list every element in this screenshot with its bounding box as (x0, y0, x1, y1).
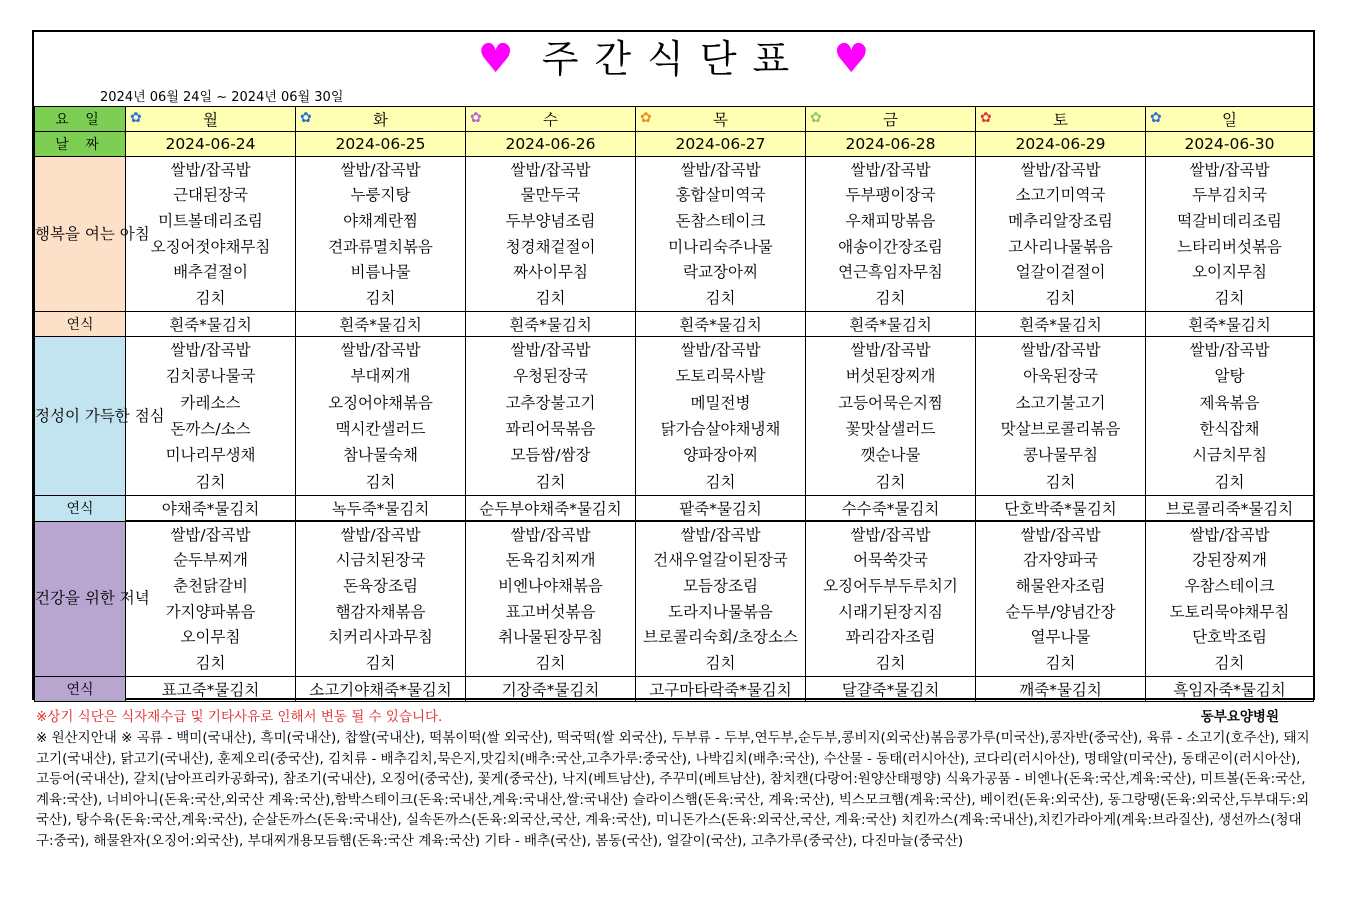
dinner_snack-item: 흑임자죽*물김치 (1146, 677, 1314, 702)
dinner_snack-item: 고구마타락죽*물김치 (636, 677, 806, 702)
heart-icon: ♥ (833, 36, 870, 82)
menu-item: 돈참스테이크 (675, 212, 766, 231)
menu-item: 쌀밥/잡곡밥 (1189, 525, 1270, 544)
menu-item: 부대찌개 (350, 367, 411, 386)
menu-item: 미트볼데리조림 (158, 212, 263, 231)
flower-icon: ✿ (810, 110, 822, 126)
weekday-name: 토 (1053, 111, 1068, 129)
date-cell: 2024-06-24 (126, 132, 296, 157)
menu-item: 오징어야채볶음 (328, 393, 433, 412)
morning_snack-item: 흰죽*물김치 (296, 312, 466, 337)
menu-item: 청경채겉절이 (505, 237, 596, 256)
lunch_snack-item: 브로콜리죽*물김치 (1146, 496, 1314, 522)
menu-item: 김치 (1045, 289, 1076, 308)
menu-item: 김치 (1214, 289, 1245, 308)
dinner-menu-cell (126, 521, 296, 677)
menu-item: 시금치무침 (1192, 446, 1267, 465)
menu-item: 닭가슴살야채냉채 (660, 420, 781, 439)
menu-item: 치커리사과무침 (328, 628, 433, 647)
menu-item: 고추장불고기 (505, 393, 596, 412)
menu-item: 김치 (535, 472, 566, 491)
menu-item: 비름나물 (350, 263, 411, 282)
menu-item: 애송이간장조림 (838, 237, 943, 256)
morning-menu-cell (636, 157, 806, 312)
menu-item: 도토리묵사발 (675, 367, 766, 386)
menu-item: 야채계란찜 (343, 212, 418, 231)
menu-item: 쌀밥/잡곡밥 (510, 525, 591, 544)
menu-item: 감자양파국 (1023, 551, 1098, 570)
menu-item: 돈육장조림 (343, 577, 418, 596)
menu-item: 돈까스/소스 (170, 420, 251, 439)
menu-item: 브로콜리숙회/초장소스 (643, 628, 798, 647)
menu-item: 쌀밥/잡곡밥 (1189, 341, 1270, 360)
lunch-menu-cell (976, 337, 1146, 496)
lunch-menu-cell (636, 337, 806, 496)
weekday-name: 월 (203, 111, 218, 129)
menu-item: 쌀밥/잡곡밥 (850, 160, 931, 179)
menu-item: 두부팽이장국 (845, 186, 936, 205)
morning_snack-item: 흰죽*물김치 (466, 312, 636, 337)
menu-item: 열무나물 (1030, 628, 1091, 647)
dinner_snack-item: 소고기야채죽*물김치 (296, 677, 466, 702)
dinner_snack-label: 연식 (35, 677, 126, 702)
menu-item: 도토리묵야채무침 (1169, 602, 1290, 621)
menu-item: 햄감자채볶음 (335, 602, 426, 621)
date-cell: 2024-06-28 (806, 132, 976, 157)
menu-item: 소고기불고기 (1015, 393, 1106, 412)
lunch_snack-item: 야채죽*물김치 (126, 496, 296, 522)
menu-item: 김치 (875, 654, 906, 673)
flower-icon: ✿ (130, 110, 142, 126)
menu-item: 쌀밥/잡곡밥 (340, 341, 421, 360)
menu-item: 해물완자조림 (1015, 577, 1106, 596)
menu-item: 쌀밥/잡곡밥 (170, 525, 251, 544)
menu-item: 양파장아찌 (683, 446, 758, 465)
menu-item: 시금치된장국 (335, 551, 426, 570)
weekday-name: 수 (543, 111, 558, 129)
menu-item: 쌀밥/잡곡밥 (680, 160, 761, 179)
menu-item: 꽃맛살샐러드 (845, 420, 936, 439)
menu-item: 우채피망볶음 (845, 212, 936, 231)
lunch-label: 정성이 가득한 점심 (35, 337, 126, 496)
menu-item: 버섯된장찌개 (845, 367, 936, 386)
morning-menu-cell (296, 157, 466, 312)
morning_snack-label: 연식 (35, 312, 126, 337)
dinner-menu-cell (806, 521, 976, 677)
menu-item: 김치 (195, 654, 226, 673)
lunch-menu-cell (296, 337, 466, 496)
menu-item: 어묵쑥갓국 (853, 551, 928, 570)
menu-item: 오징어젓야채무침 (150, 237, 271, 256)
menu-item: 카레소스 (180, 393, 241, 412)
lunch_snack-item: 팥죽*물김치 (636, 496, 806, 522)
menu-item: 쌀밥/잡곡밥 (1020, 525, 1101, 544)
menu-item: 우청된장국 (513, 367, 588, 386)
menu-item: 표고버섯볶음 (505, 602, 596, 621)
weekday-name: 화 (373, 111, 388, 129)
flower-icon: ✿ (300, 110, 312, 126)
menu-item: 도라지나물볶음 (668, 602, 773, 621)
weekday-cell (296, 107, 466, 132)
menu-item: 쌀밥/잡곡밥 (850, 525, 931, 544)
menu-item: 한식잡채 (1199, 420, 1260, 439)
morning_snack-item: 흰죽*물김치 (126, 312, 296, 337)
menu-item: 김치 (195, 472, 226, 491)
menu-item: 쌀밥/잡곡밥 (510, 341, 591, 360)
dinner_snack-item: 기장죽*물김치 (466, 677, 636, 702)
menu-item: 떡갈비데리조림 (1177, 212, 1282, 231)
menu-item: 김치 (535, 289, 566, 308)
weekday-name: 목 (713, 111, 728, 129)
lunch_snack-item: 단호박죽*물김치 (976, 496, 1146, 522)
flower-icon: ✿ (470, 110, 482, 126)
menu-item: 소고기미역국 (1015, 186, 1106, 205)
menu-item: 김치 (365, 654, 396, 673)
dinner_snack-item: 깨죽*물김치 (976, 677, 1146, 702)
menu-item: 쌀밥/잡곡밥 (340, 160, 421, 179)
flower-icon: ✿ (980, 110, 992, 126)
morning-menu-cell (466, 157, 636, 312)
date-cell: 2024-06-30 (1146, 132, 1314, 157)
origin-info: ※ 원산지안내 ※ 곡류 - 백미(국내산), 흑미(국내산), 찹쌀(국내산), 떡볶이떡(쌀 외국산), 떡국떡(쌀 외국산), 두부류 - 두부,연두부,순두부,콩비지(외국산)볶음콩가루(미국산),콩자반(중국산), 육류 - 소고기(호주산), 돼지고기(국내산), 닭고기(국내산), 훈제오리(중국산), 김치류 - 배추김치,묵은지,맛김치(배추:국산,고추가루:중국산), 나박김치(배추:국산), 수산물 - 동태(러시아산), 코다리(러시아산), 명태알(미국산), 동태곤이(러시아산), 고등어(국내산), 갈치(남아프리카공화국), 참조기(국내산), 오징어(중국산), 꽃게(중국산), 낙지(베트남산), 주꾸미(베트남산), 참치캔(다랑어:원양산태평양) 식육가공품 - 비엔나(돈육:국산,계육:국산), 미트볼(돈육:국산,계육:국산), 너비아니(돈육:국산,외국산 계육:국산),함박스테이크(돈육:국내산,계육:국내산,쌀:국내산) 슬라이스햄(돈육:국산, 계육:국산), 빅스모크햄(계육:국산), 베이컨(돈육:외국산), 동그랑땡(돈육:외국산,두부대두:외국산), 탕수육(돈육:국산,계육:국산), 순살돈까스(돈육:국내산), 실속돈까스(돈육:외국산,국산, 계육:국산), 미니돈가스(돈육:외국산,국산, 계육:국산) 치킨까스(계육:국내산),치킨가라아게(계육:브라질산), 생선까스(청대구:중국), 해물완자(오징어:외국산), 부대찌개용모듬햄(돈육:국산 계육:국산) 기타 - 배추(국산), 봄동(국산), 얼갈이(국산), 고추가루(중국산), 다진마늘(중국산) (36, 730, 1310, 849)
morning-menu-cell (126, 157, 296, 312)
menu-item: 연근흑임자무침 (838, 263, 943, 282)
menu-item: 쌀밥/잡곡밥 (680, 525, 761, 544)
menu-item: 쌀밥/잡곡밥 (510, 160, 591, 179)
morning_snack-item: 흰죽*물김치 (806, 312, 976, 337)
menu-item: 순두부찌개 (173, 551, 248, 570)
morning-menu-cell (976, 157, 1146, 312)
menu-item: 취나물된장무침 (498, 628, 603, 647)
menu-item: 맥시칸샐러드 (335, 420, 426, 439)
menu-item: 오징어두부두루치기 (823, 577, 958, 596)
menu-item: 배추겉절이 (173, 263, 248, 282)
weekday-cell (126, 107, 296, 132)
menu-item: 가지양파볶음 (165, 602, 256, 621)
menu-item: 쌀밥/잡곡밥 (1189, 160, 1270, 179)
menu-item: 누룽지탕 (350, 186, 411, 205)
dinner-menu-cell (636, 521, 806, 677)
title-text: 주간식단표 (541, 37, 806, 81)
change-notice: ※상기 식단은 식자재수급 및 기타사유로 인해서 변동 될 수 있습니다. (36, 709, 443, 725)
menu-item: 메추리알장조림 (1008, 212, 1113, 231)
menu-item: 쌀밥/잡곡밥 (340, 525, 421, 544)
menu-item: 김치 (705, 472, 736, 491)
menu-item: 미나리무생채 (165, 446, 256, 465)
menu-item: 미나리숙주나물 (668, 237, 773, 256)
menu-item: 쌀밥/잡곡밥 (1020, 160, 1101, 179)
dinner_snack-item: 달걀죽*물김치 (806, 677, 976, 702)
dinner-menu-cell (976, 521, 1146, 677)
menu-item: 오이지무침 (1192, 263, 1267, 282)
menu-item: 짜사이무침 (513, 263, 588, 282)
menu-item: 느타리버섯볶음 (1177, 237, 1282, 256)
menu-item: 김치 (365, 289, 396, 308)
menu-item: 단호박조림 (1192, 628, 1267, 647)
menu-item: 모듬장조림 (683, 577, 758, 596)
menu-item: 시래기된장지짐 (838, 602, 943, 621)
menu-item: 꽈리감자조림 (845, 628, 936, 647)
menu-item: 얼갈이겉절이 (1015, 263, 1106, 282)
menu-item: 비엔나야채볶음 (498, 577, 603, 596)
date-cell: 2024-06-27 (636, 132, 806, 157)
menu-item: 김치 (1214, 472, 1245, 491)
menu-item: 강된장찌개 (1192, 551, 1267, 570)
dinner-menu-cell (466, 521, 636, 677)
menu-item: 쌀밥/잡곡밥 (170, 341, 251, 360)
menu-item: 모듬쌈/쌈장 (510, 446, 591, 465)
date-label: 날 짜 (35, 132, 126, 157)
weekday-name: 금 (883, 111, 898, 129)
morning_snack-item: 흰죽*물김치 (636, 312, 806, 337)
weekday-cell (636, 107, 806, 132)
title-row (34, 32, 1313, 108)
menu-item: 우참스테이크 (1184, 577, 1275, 596)
date-cell: 2024-06-25 (296, 132, 466, 157)
menu-item: 고사리나물볶음 (1008, 237, 1113, 256)
menu-item: 고등어묵은지찜 (838, 393, 943, 412)
menu-item: 참나물숙채 (343, 446, 418, 465)
menu-item: 김치 (535, 654, 566, 673)
menu-item: 깻순나물 (860, 446, 921, 465)
lunch-menu-cell (466, 337, 636, 496)
menu-item: 제육볶음 (1199, 393, 1260, 412)
lunch_snack-item: 순두부야채죽*물김치 (466, 496, 636, 522)
menu-item: 건새우얼갈이된장국 (653, 551, 788, 570)
lunch_snack-label: 연식 (35, 496, 126, 522)
menu-item: 김치 (1045, 472, 1076, 491)
weekday-cell (976, 107, 1146, 132)
menu-item: 돈육김치찌개 (505, 551, 596, 570)
menu-item: 김치 (875, 289, 906, 308)
menu-item: 순두부/양념간장 (1005, 602, 1116, 621)
menu-item: 쌀밥/잡곡밥 (680, 341, 761, 360)
menu-item: 아욱된장국 (1023, 367, 1098, 386)
hospital-name: 동부요양병원 (1200, 709, 1279, 725)
menu-item: 홍합살미역국 (675, 186, 766, 205)
menu-item: 김치 (705, 654, 736, 673)
menu-item: 김치 (1045, 654, 1076, 673)
menu-item: 오이무침 (180, 628, 241, 647)
menu-item: 쌀밥/잡곡밥 (850, 341, 931, 360)
dinner-menu-cell (296, 521, 466, 677)
lunch_snack-item: 수수죽*물김치 (806, 496, 976, 522)
menu-item: 꽈리어묵볶음 (505, 420, 596, 439)
menu-item: 견과류멸치볶음 (328, 237, 433, 256)
menu-item: 근대된장국 (173, 186, 248, 205)
menu-frame (32, 30, 1315, 700)
menu-item: 쌀밥/잡곡밥 (170, 160, 251, 179)
morning_snack-item: 흰죽*물김치 (976, 312, 1146, 337)
menu-item: 맛살브로콜리볶음 (1000, 420, 1121, 439)
menu-item: 락교장아찌 (683, 263, 758, 282)
page-title (34, 36, 1313, 82)
morning-menu-cell (1146, 157, 1314, 312)
menu-item: 콩나물무침 (1023, 446, 1098, 465)
morning-menu-cell (806, 157, 976, 312)
morning_snack-item: 흰죽*물김치 (1146, 312, 1314, 337)
menu-item: 메밀전병 (690, 393, 751, 412)
menu-item: 쌀밥/잡곡밥 (1020, 341, 1101, 360)
weekday-cell (466, 107, 636, 132)
menu-item: 두부양념조림 (505, 212, 596, 231)
menu-item: 춘천닭갈비 (173, 577, 248, 596)
menu-item: 물만두국 (520, 186, 581, 205)
dinner-menu-cell (1146, 521, 1314, 677)
dinner-label: 건강을 위한 저녁 (35, 521, 126, 677)
date-cell: 2024-06-26 (466, 132, 636, 157)
dinner_snack-item: 표고죽*물김치 (126, 677, 296, 702)
menu-item: 두부김치국 (1192, 186, 1267, 205)
lunch-menu-cell (806, 337, 976, 496)
weekday-label: 요 일 (35, 107, 126, 132)
menu-item: 김치 (1214, 654, 1245, 673)
menu-item: 김치콩나물국 (165, 367, 256, 386)
menu-item: 알탕 (1214, 367, 1245, 386)
heart-icon: ♥ (477, 36, 514, 82)
flower-icon: ✿ (640, 110, 652, 126)
menu-item: 김치 (365, 472, 396, 491)
menu-table (34, 106, 1314, 702)
weekday-cell (1146, 107, 1314, 132)
menu-item: 김치 (875, 472, 906, 491)
flower-icon: ✿ (1150, 110, 1162, 126)
lunch_snack-item: 녹두죽*물김치 (296, 496, 466, 522)
date-cell: 2024-06-29 (976, 132, 1146, 157)
menu-item: 김치 (195, 289, 226, 308)
menu-item: 김치 (705, 289, 736, 308)
weekday-name: 일 (1222, 111, 1237, 129)
date-range: 2024년 06월 24일 ~ 2024년 06월 30일 (100, 90, 344, 105)
lunch-menu-cell (1146, 337, 1314, 496)
morning-label: 행복을 여는 아침 (35, 157, 126, 312)
weekday-cell (806, 107, 976, 132)
